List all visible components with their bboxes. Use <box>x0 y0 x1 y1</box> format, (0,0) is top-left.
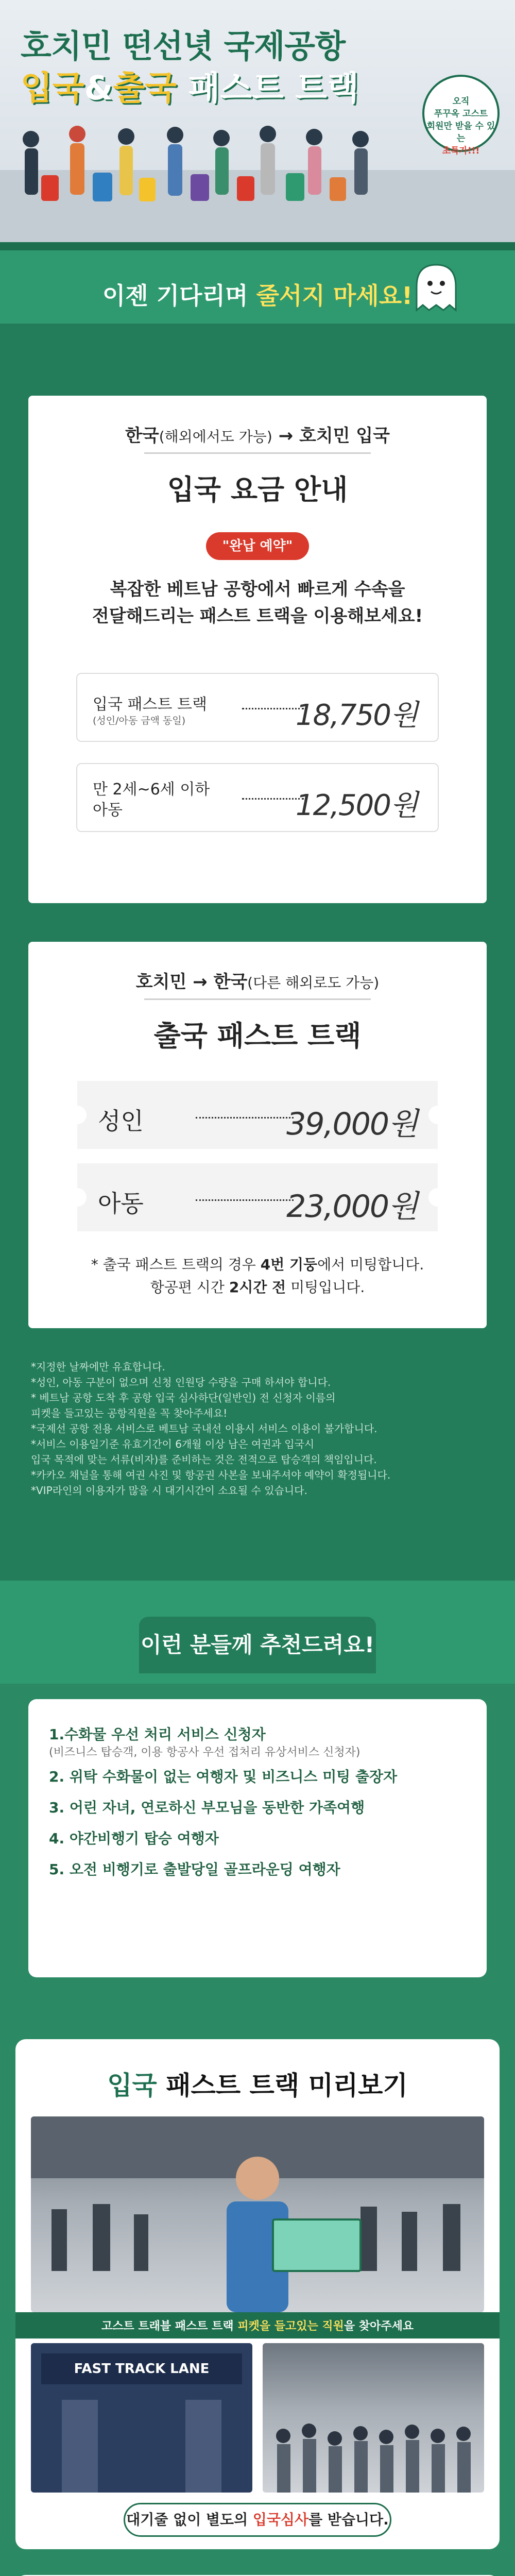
arrival-immigration-note <box>124 2503 391 2537</box>
departure-title: 출국 패스트 트랙 <box>153 1020 362 1052</box>
arrival-title: 입국 요금 안내 <box>167 473 348 506</box>
immigration-queue-photo <box>263 2343 484 2493</box>
list-item: 4. 야간비행기 탑승 여행자 <box>49 1830 219 1847</box>
price-row-child <box>77 764 438 831</box>
ticket-notch <box>68 1188 87 1207</box>
price-item-name: 아동 <box>98 1190 144 1217</box>
route-note: (해외에서도 가능) <box>159 428 272 445</box>
price-value: 18,750원 <box>295 699 417 732</box>
terms-line: 입국 목적에 맞는 서류(비자)를 준비하는 것은 전적으로 탑승객의 책임입니다. <box>31 1453 377 1466</box>
note-highlight: 입국심사 <box>252 2511 309 2528</box>
note-text: 대기줄 없이 별도의 <box>126 2511 253 2528</box>
recommend-title: 이런 분들께 추천드려요! <box>139 1617 376 1673</box>
fast-track-sign: FAST TRACK LANE <box>41 2353 242 2384</box>
leader-dots <box>196 1117 294 1118</box>
list-item: 3. 어린 자녀, 연로하신 부모님을 동반한 가족여행 <box>49 1799 365 1816</box>
airport-hall-graphic <box>31 2116 484 2312</box>
note-text: 를 받습니다. <box>308 2511 389 2528</box>
lane-booth <box>185 2400 221 2493</box>
terms-line: *VIP라인의 이용자가 많을 시 대기시간이 소요될 수 있습니다. <box>31 1484 307 1497</box>
note-text: * 출국 패스트 트랙의 경우 <box>91 1256 261 1273</box>
price-item-name: 만 2세~6세 이하 아동 <box>93 781 210 819</box>
leader-dots <box>196 1199 294 1201</box>
arrival-price-card <box>28 396 487 903</box>
hero-divider <box>0 242 515 250</box>
departure-route <box>28 968 487 993</box>
note-text: 미팅입니다. <box>286 1279 365 1296</box>
divider <box>144 998 371 1000</box>
departure-preview-section <box>0 2560 515 2576</box>
slogan-banner <box>0 250 515 324</box>
recommend-list <box>28 1699 487 1977</box>
title-text: 패스트 트랙 미리보기 <box>157 2071 408 2100</box>
bubble-line: 푸꾸옥 고스트 <box>434 109 488 119</box>
price-value: 23,000원 <box>286 1189 417 1225</box>
hero-banner <box>0 0 515 242</box>
terms-notes <box>31 1359 484 1498</box>
arrival-preview-title <box>15 2065 500 2102</box>
list-item: 1.수화물 우선 처리 서비스 신청자 <box>49 1726 266 1743</box>
divider <box>144 452 371 454</box>
note-text: 에서 미팅합니다. <box>317 1256 424 1273</box>
leader-dots <box>242 798 304 800</box>
caption-highlight: 피켓을 들고있는 직원 <box>237 2320 344 2333</box>
pricing-section <box>0 324 515 1581</box>
leader-dots <box>242 708 304 709</box>
hero-amp: & <box>84 70 113 108</box>
lane-booth <box>62 2400 98 2493</box>
hero-title: 호치민 떤선녓 국제공항 <box>21 27 346 65</box>
hero-departure-word: 출국 <box>113 70 177 108</box>
full-payment-badge: "완납 예약" <box>206 532 309 560</box>
route-note: (다른 해외로도 가능) <box>247 974 380 991</box>
bubble-line: 초특가!!! <box>442 146 480 156</box>
travelers-illustration <box>0 108 391 242</box>
route-text: 호치민 → 한국 <box>135 972 248 992</box>
note-strong: 4번 기둥 <box>260 1256 318 1273</box>
hero-subtitle <box>21 62 359 109</box>
price-item-name: 입국 패스트 트랙 <box>93 696 207 714</box>
note-line <box>28 1253 487 1276</box>
list-item-sub: (비즈니스 탑승객, 이용 항공사 우선 접처리 유상서비스 신청자) <box>49 1746 360 1759</box>
terms-line: *서비스 이용일기준 유효기간이 6개월 이상 남은 여권과 입국시 <box>31 1438 315 1450</box>
terms-line: *국제선 공항 전용 서비스로 베트남 국내선 이용시 서비스 이용이 불가합니다. <box>31 1422 377 1435</box>
arrival-hall-photo <box>31 2116 484 2312</box>
departure-price-card <box>28 942 487 1328</box>
departure-note <box>28 1253 487 1299</box>
list-item: 5. 오전 비행기로 출발당일 골프라운딩 여행자 <box>49 1861 340 1878</box>
ticket-notch <box>428 1106 447 1124</box>
bubble-line: 오직 <box>452 96 470 107</box>
price-row-adult <box>77 674 438 741</box>
note-text: 항공편 시간 <box>150 1279 229 1296</box>
arrival-preview-section <box>0 2024 515 2560</box>
desc-line: 전달해드리는 패스트 트랙을 이용해보세요! <box>92 606 423 626</box>
price-item-sub: (성인/아동 금액 동일) <box>93 715 186 726</box>
terms-line: 피켓을 들고있는 공항직원을 꼭 찾아주세요! <box>31 1407 228 1419</box>
ticket-notch <box>428 1188 447 1207</box>
price-row-child <box>77 1163 438 1231</box>
price-item-name: 성인 <box>98 1107 144 1135</box>
terms-line: *지정한 날짜에만 유효합니다. <box>31 1361 165 1373</box>
route-from: 한국 <box>125 426 159 446</box>
hero-fast-track-word: 패스트 트랙 <box>188 70 359 108</box>
ticket-notch <box>68 1106 87 1124</box>
price-value: 39,000원 <box>286 1106 417 1142</box>
recommend-section <box>0 1581 515 2024</box>
terms-line: * 베트남 공항 도착 후 공항 입국 심사하단(일반인) 전 신청자 이름의 <box>31 1392 336 1404</box>
price-row-adult <box>77 1081 438 1149</box>
promo-bubble <box>422 75 500 156</box>
title-highlight: 입국 <box>107 2071 157 2100</box>
route-to: → 호치민 입국 <box>272 426 390 446</box>
bubble-line: 회원만 받을 수 있는 <box>426 121 495 144</box>
arrival-preview-card <box>15 2039 500 2549</box>
hero-arrival-word: 입국 <box>21 70 84 108</box>
fast-track-lane-photo <box>31 2343 252 2493</box>
note-line <box>28 1276 487 1299</box>
terms-line: *카카오 채널을 통해 여권 사진 및 항공권 사본을 보내주셔야 예약이 확정됩니다. <box>31 1469 391 1481</box>
arrival-caption <box>15 2312 500 2338</box>
arrival-description <box>28 576 487 630</box>
crowd-graphic <box>263 2343 484 2493</box>
note-strong: 2시간 전 <box>229 1279 286 1296</box>
caption-text: 을 찾아주세요 <box>344 2320 414 2333</box>
slogan-highlight: 줄서지 마세요! <box>256 282 413 310</box>
slogan-part: 이젠 기다리며 <box>102 282 256 310</box>
caption-text: 고스트 트래블 패스트 트랙 <box>101 2320 238 2333</box>
arrival-route <box>28 421 487 447</box>
terms-line: *성인, 아동 구분이 없으며 신청 인원당 수량을 구매 하셔야 합니다. <box>31 1376 331 1388</box>
desc-line: 복잡한 베트남 공항에서 빠르게 수속을 <box>110 579 405 600</box>
list-item: 2. 위탁 수화물이 없는 여행자 및 비즈니스 미팅 출장자 <box>49 1768 398 1785</box>
ghost-mascot-icon <box>411 261 461 314</box>
price-value: 12,500원 <box>295 789 417 822</box>
